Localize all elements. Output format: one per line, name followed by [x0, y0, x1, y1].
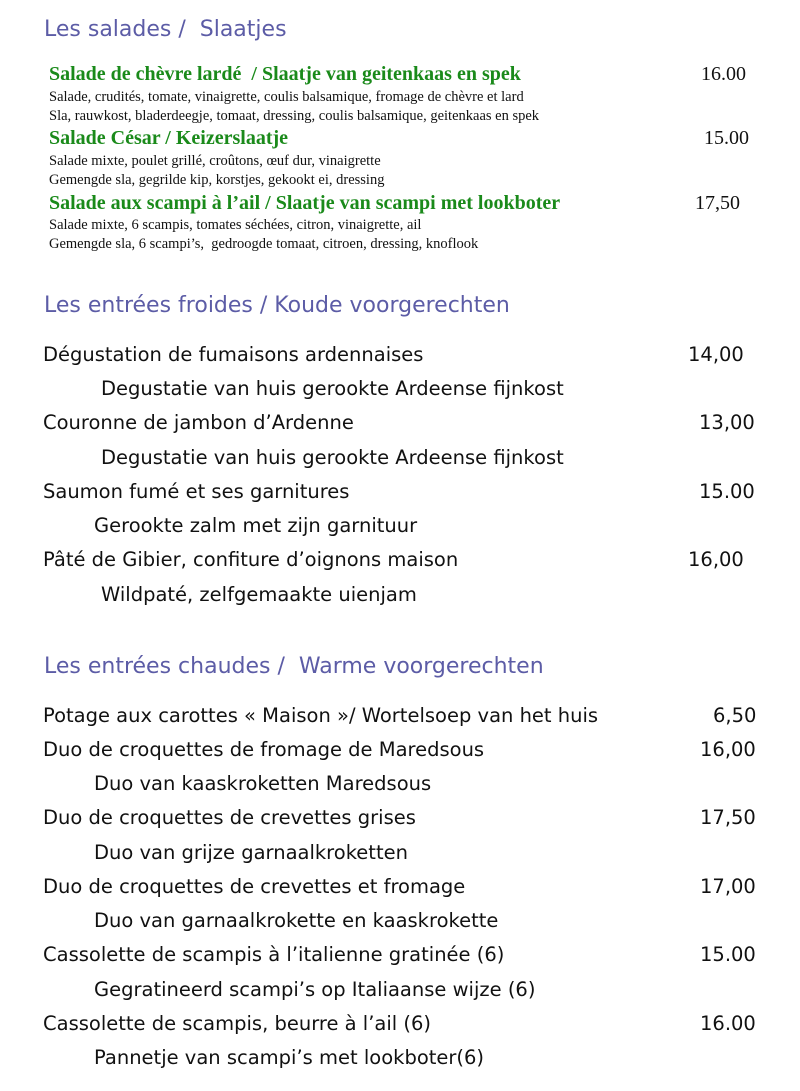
menu-item-name-fr: Pâté de Gibier, confiture d’oignons maison — [43, 548, 459, 571]
menu-item-name-fr: Duo de croquettes de crevettes et fromage — [43, 875, 466, 898]
menu-item-price: 6,50 — [713, 704, 757, 727]
menu-item-price: 15.00 — [700, 943, 756, 966]
menu-item-name-fr: Cassolette de scampis, beurre à l’ail (6) — [43, 1012, 432, 1035]
menu-item-price: 16.00 — [701, 63, 746, 85]
menu-item-title: Salade de chèvre lardé / Slaatje van geitenkaas en spek — [49, 63, 521, 85]
menu-item-desc-fr: Salade mixte, 6 scampis, tomates séchées, citron, vinaigrette, ail — [49, 217, 422, 233]
menu-item-name-fr: Dégustation de fumaisons ardennaises — [43, 343, 424, 366]
section-heading-salades: Les salades / Slaatjes — [44, 17, 287, 42]
menu-item-name-nl: Duo van grijze garnaalkroketten — [94, 841, 408, 864]
menu-item-name-nl: Gegratineerd scampi’s op Italiaanse wijze (6) — [94, 978, 536, 1001]
menu-item-desc-nl: Gemengde sla, 6 scampi’s, gedroogde tomaat, citroen, dressing, knoflook — [49, 236, 479, 252]
menu-item-name-fr: Potage aux carottes « Maison »/ Wortelsoep van het huis — [43, 704, 599, 727]
menu-item-name-nl: Gerookte zalm met zijn garnituur — [94, 514, 418, 537]
menu-item-desc-nl: Sla, rauwkost, bladerdeegje, tomaat, dressing, coulis balsamique, geitenkaas en spek — [49, 108, 540, 124]
menu-item-name-nl: Degustatie van huis gerookte Ardeense fijnkost — [101, 446, 564, 469]
menu-item-price: 13,00 — [699, 411, 755, 434]
menu-item-name-nl: Duo van garnaalkrokette en kaaskrokette — [94, 909, 499, 932]
menu-item-price: 17,00 — [700, 875, 756, 898]
menu-item-price: 17,50 — [695, 192, 740, 214]
menu-item-price: 16,00 — [688, 548, 744, 571]
menu-item-price: 17,50 — [700, 806, 756, 829]
menu-item-name-fr: Duo de croquettes de fromage de Maredsous — [43, 738, 485, 761]
menu-item-desc-nl: Gemengde sla, gegrilde kip, korstjes, gekookt ei, dressing — [49, 172, 385, 188]
menu-item-price: 15.00 — [699, 480, 755, 503]
menu-item-name-nl: Pannetje van scampi’s met lookboter(6) — [94, 1046, 485, 1069]
menu-item-name-fr: Couronne de jambon d’Ardenne — [43, 411, 354, 434]
menu-item-name-fr: Duo de croquettes de crevettes grises — [43, 806, 416, 829]
section-heading-entrees-froides: Les entrées froides / Koude voorgerechten — [44, 293, 510, 318]
menu-item-name-nl: Duo van kaaskroketten Maredsous — [94, 772, 432, 795]
menu-item-name-nl: Degustatie van huis gerookte Ardeense fijnkost — [101, 377, 564, 400]
menu-item-price: 15.00 — [704, 127, 749, 149]
menu-item-price: 16.00 — [700, 1012, 756, 1035]
menu-item-desc-fr: Salade, crudités, tomate, vinaigrette, coulis balsamique, fromage de chèvre et lard — [49, 89, 524, 105]
menu-item-name-fr: Cassolette de scampis à l’italienne gratinée (6) — [43, 943, 505, 966]
menu-item-desc-fr: Salade mixte, poulet grillé, croûtons, œuf dur, vinaigrette — [49, 153, 381, 169]
menu-item-name-nl: Wildpaté, zelfgemaakte uienjam — [101, 583, 417, 606]
menu-item-title: Salade aux scampi à l’ail / Slaatje van scampi met lookboter — [49, 192, 561, 214]
menu-item-price: 14,00 — [688, 343, 744, 366]
menu-item-title: Salade César / Keizerslaatje — [49, 127, 289, 149]
menu-item-name-fr: Saumon fumé et ses garnitures — [43, 480, 350, 503]
section-heading-entrees-chaudes: Les entrées chaudes / Warme voorgerechten — [44, 654, 544, 679]
menu-item-price: 16,00 — [700, 738, 756, 761]
